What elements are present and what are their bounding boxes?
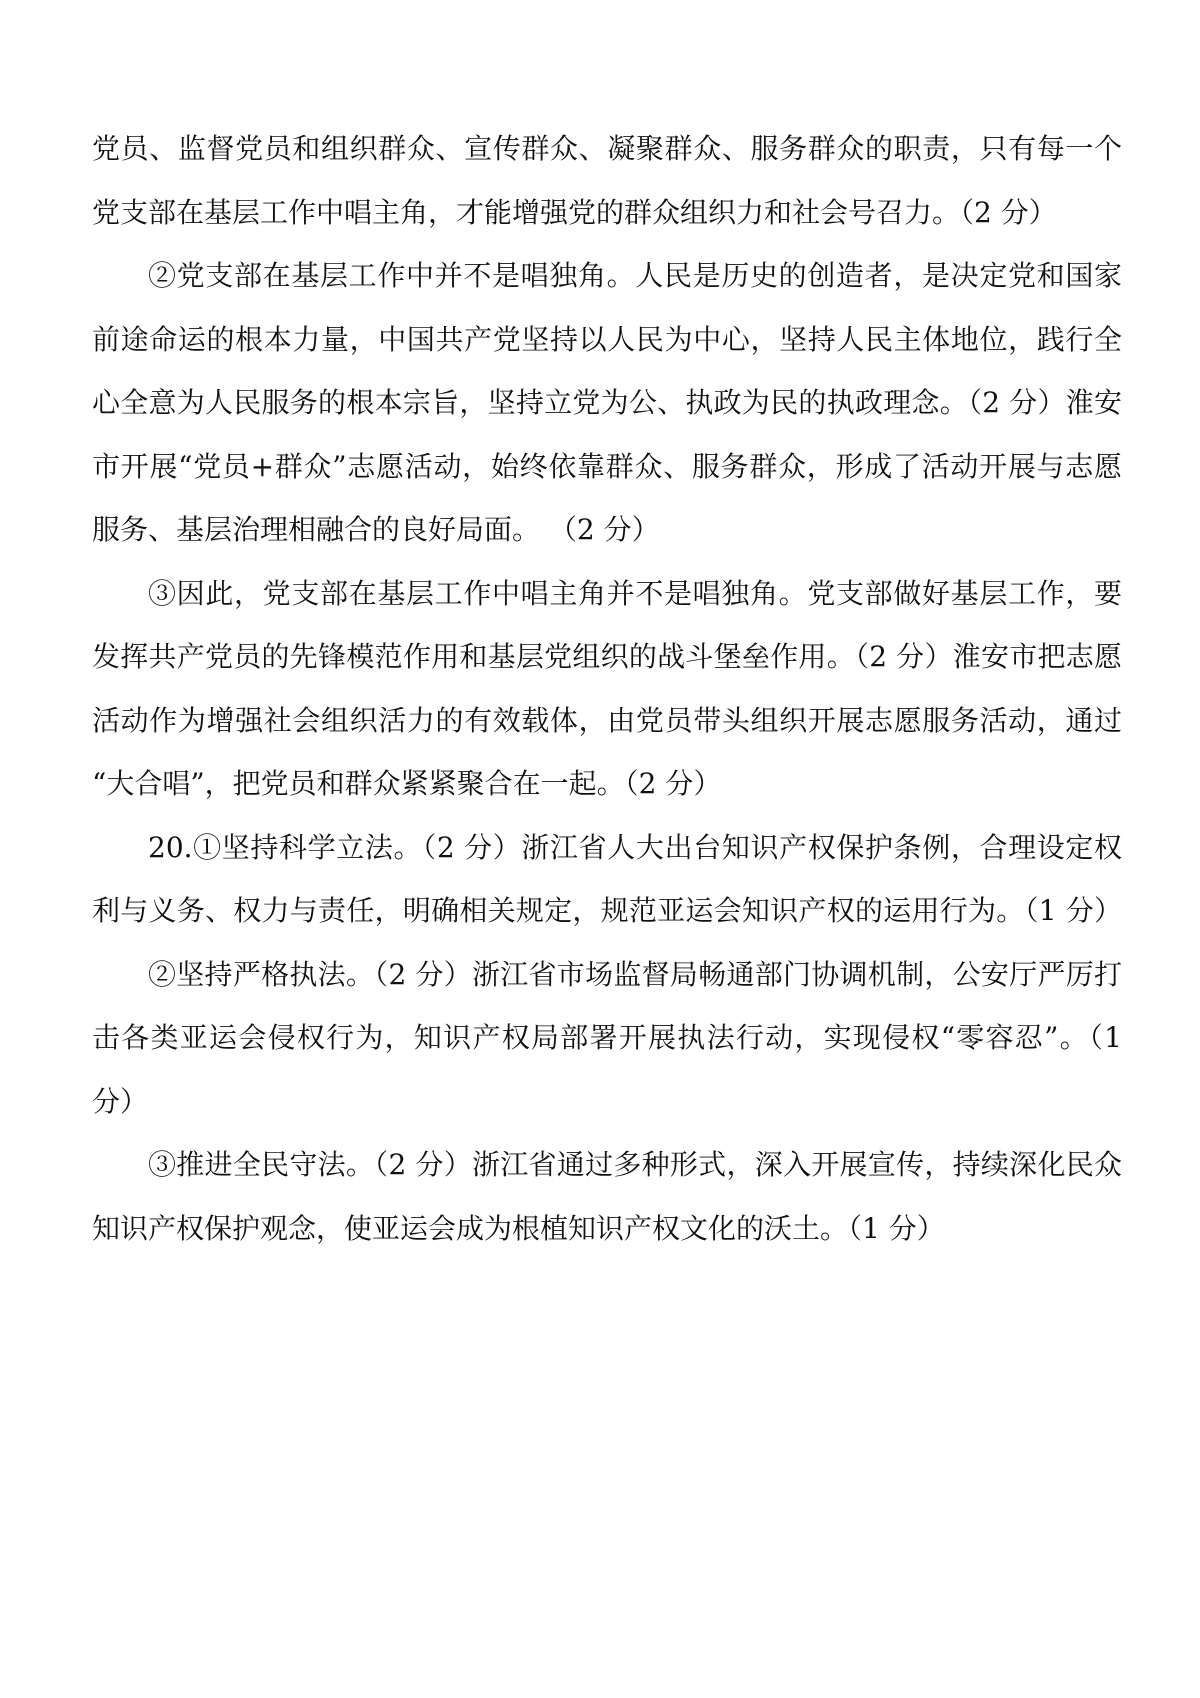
text-line: 市开展“党员+群众”志愿活动，始终依靠群众、服务群众，形成了活动开展与志愿 [92,449,1122,483]
text-line: 发挥共产党员的先锋模范作用和基层党组织的战斗堡垒作用。（2 分）淮安市把志愿 [92,640,1122,673]
question-20-start-line: 20.①坚持科学立法。（2 分）浙江省人大出台知识产权保护条例，合理设定权 [148,830,1122,864]
text-line: 前途命运的根本力量，中国共产党坚持以人民为中心，坚持人民主体地位，践行全 [92,322,1122,356]
text-line: 利与义务、权力与责任，明确相关规定，规范亚运会知识产权的运用行为。（1 分） [92,894,1122,927]
text-line: 党员、监督党员和组织群众、宣传群众、凝聚群众、服务群众的职责，只有每一个 [92,132,1122,165]
text-line: 击各类亚运会侵权行为，知识产权局部署开展执法行动，实现侵权“零容忍”。（1 [92,1021,1122,1054]
text-line: 活动作为增强社会组织活力的有效载体，由党员带头组织开展志愿服务活动，通过 [92,703,1122,737]
text-line: 心全意为人民服务的根本宗旨，坚持立党为公、执政为民的执政理念。（2 分）淮安 [92,386,1122,419]
text-line: “大合唱”，把党员和群众紧紧聚合在一起。（2 分） [92,767,722,800]
text-line: 服务、基层治理相融合的良好局面。 （2 分） [92,513,660,546]
paragraph-start-line: ②党支部在基层工作中并不是唱独角。人民是历史的创造者，是决定党和国家 [148,259,1122,292]
paragraph-start-line: ③因此，党支部在基层工作中唱主角并不是唱独角。党支部做好基层工作，要 [148,576,1122,610]
text-line: 知识产权保护观念，使亚运会成为根植知识产权文化的沃土。（1 分） [92,1211,945,1245]
text-line: 党支部在基层工作中唱主角，才能增强党的群众组织力和社会号召力。（2 分） [92,195,1057,229]
paragraph-start-line: ②坚持严格执法。（2 分）浙江省市场监督局畅通部门协调机制，公安厅严厉打 [148,957,1122,991]
paragraph-start-line: ③推进全民守法。（2 分）浙江省通过多种形式，深入开展宣传，持续深化民众 [148,1148,1122,1181]
answer-text-block [92,117,1122,1260]
text-line: 分） [92,1084,149,1118]
